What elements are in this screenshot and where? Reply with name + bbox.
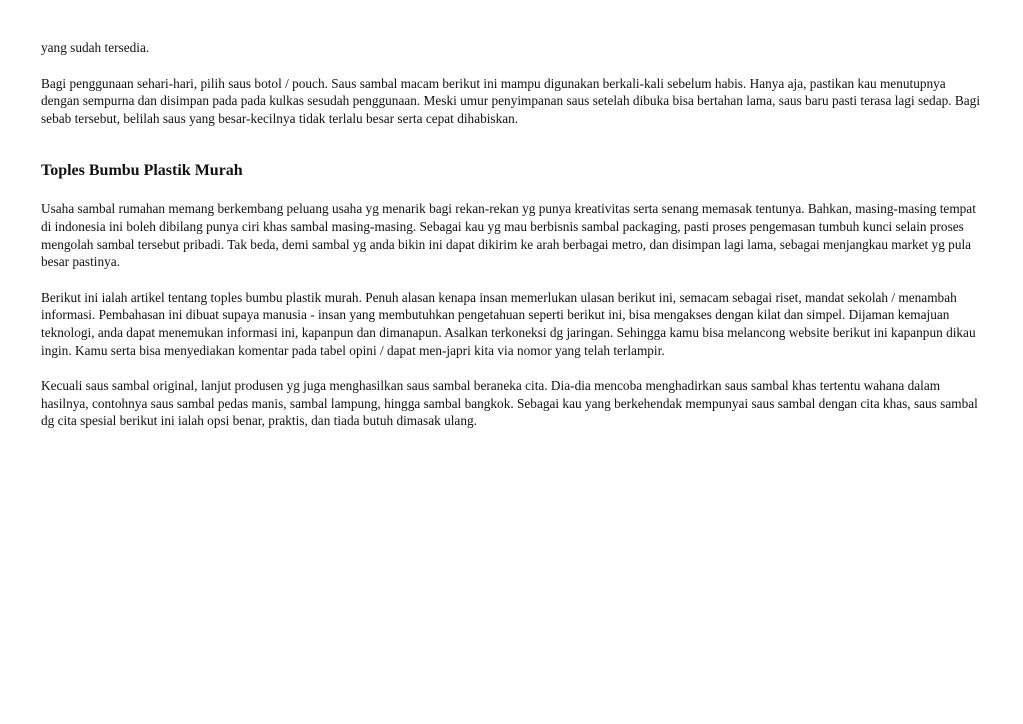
- paragraph: Kecuali saus sambal original, lanjut produsen yg juga menghasilkan saus sambal beraneka cita. Dia-dia mencoba menghadirkan saus sambal khas tertentu wahana dalam hasilnya, contohnya saus sambal pedas manis, sambal lampung, hingga sambal bangkok. Sebagai kau yang berkehendak mempunyai saus sambal dengan cita khas, saus sambal dg cita spesial berikut ini ialah opsi benar, praktis, dan tiada butuh dimasak ulang.: [41, 378, 978, 429]
- paragraph: Usaha sambal rumahan memang berkembang peluang usaha yg menarik bagi rekan-rekan yg punya kreativitas serta senang memasak tentunya. Bahkan, masing-masing tempat di indonesia ini boleh dibilang punya ciri khas sambal masing-masing. Sebagai kau yg mau berbisnis sambal packaging, pasti proses pengemasan tumbuh kunci selain proses mengolah sambal tersebut pribadi. Tak beda, demi sambal yg anda bikin ini dapat dikirim ke arah berbagai metro, dan disimpan lagi lama, sebagai menjangkau market yg pula besar pastinya.: [41, 201, 976, 270]
- paragraph: Berikut ini ialah artikel tentang toples bumbu plastik murah. Penuh alasan kenapa insan memerlukan ulasan berikut ini, semacam sebagai riset, mandat sekolah / menambah informasi. Pembahasan ini dibuat supaya manusia - insan yang membutuhkan pengetahuan seperti berikut ini, bisa mengakses dengan kilat dan simpel. Dijaman kemajuan teknologi, anda dapat menemukan informasi ini, kapanpun dan dimanapun. Asalkan terkoneksi dg jaringan. Sehingga kamu bisa melancong website berikut ini kapanpun dikau ingin. Kamu serta bisa menyediakan komentar pada tabel opini / dapat men-japri kita via nomor yang telah terlampir.: [41, 289, 976, 358]
- paragraph: yang sudah tersedia.: [41, 40, 150, 55]
- paragraph: Bagi penggunaan sehari-hari, pilih saus botol / pouch. Saus sambal macam berikut ini mampu digunakan berkali-kali sebelum habis. Hanya aja, pastikan kau menutupnya dengan sempurna dan disimpan pada pada kulkas sesudah penggunaan. Meski umur penyimpanan saus setelah dibuka bisa bertahan lama, saus baru pasti terasa lagi sedap. Bagi sebab tersebut, belilah saus yang besar-kecilnya tidak terlalu besar serta cepat dihabiskan.: [41, 75, 981, 126]
- section-heading: Toples Bumbu Plastik Murah: [41, 162, 243, 180]
